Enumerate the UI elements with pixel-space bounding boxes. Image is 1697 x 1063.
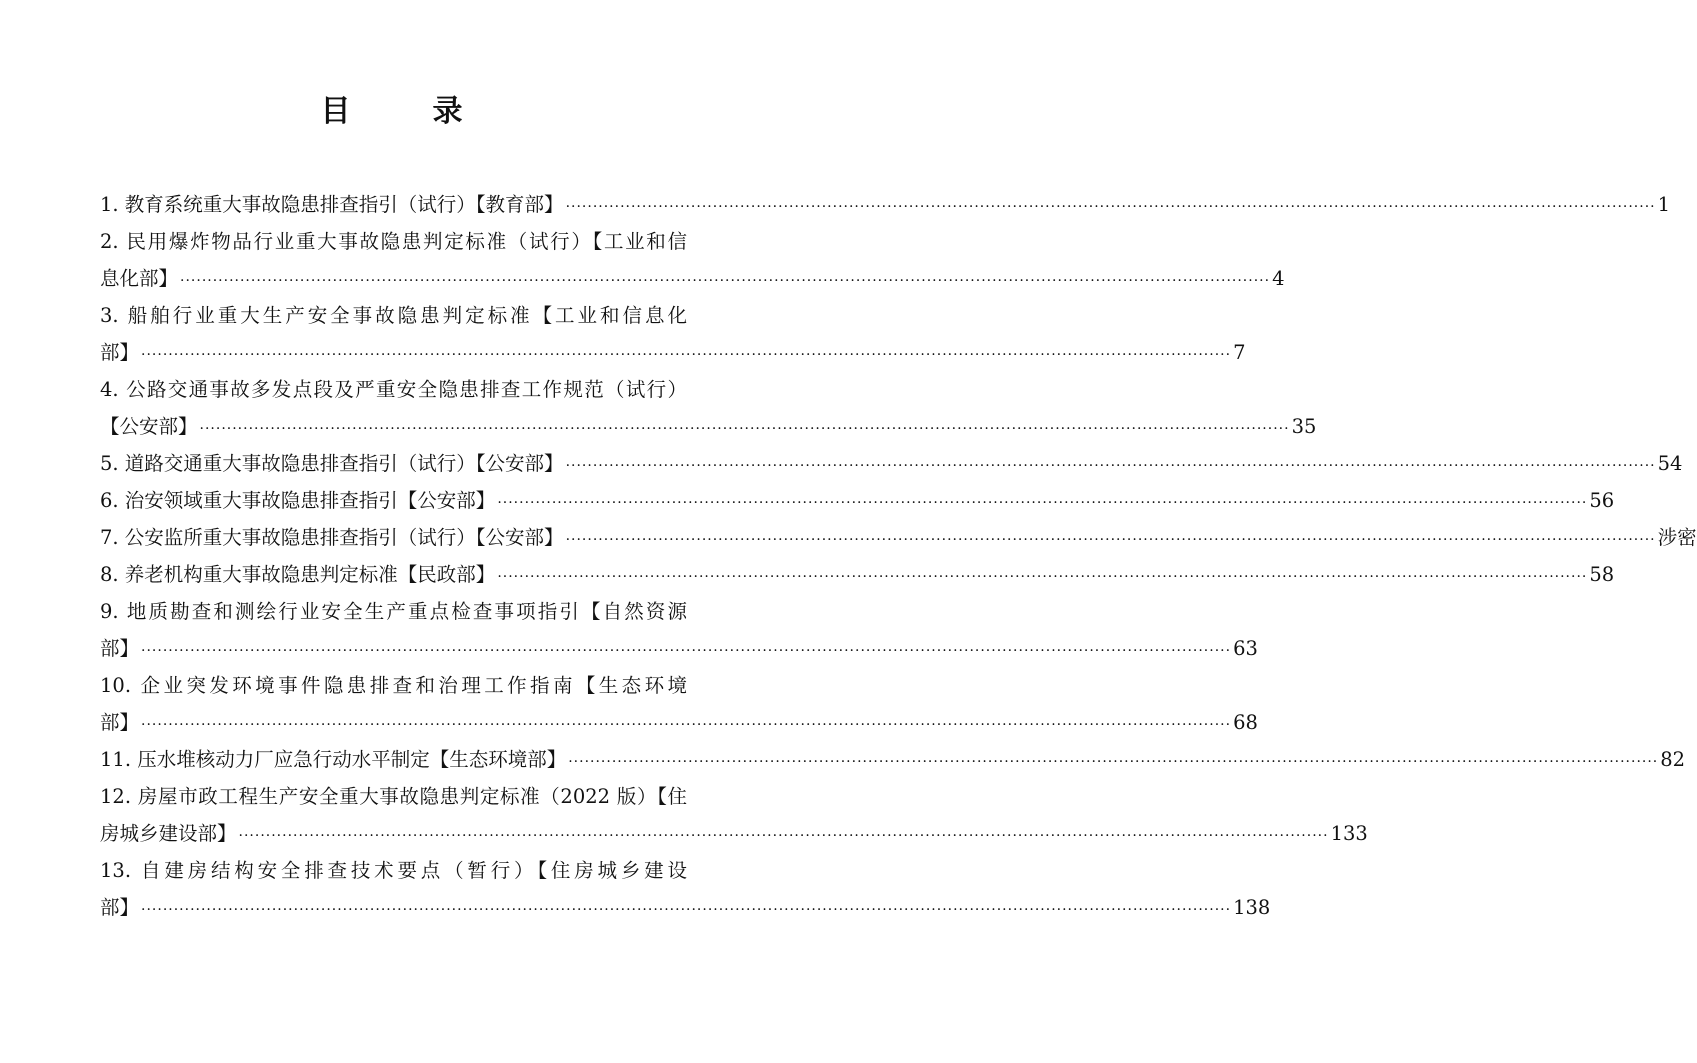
toc-entry-title: 部】 [100, 341, 140, 364]
toc-entry-title: 5. 道路交通重大事故隐患排查指引（试行）【公安部】 [100, 452, 564, 475]
toc-entry-title: 6. 治安领域重大事故隐患排查指引【公安部】 [100, 489, 496, 512]
toc-entry[interactable] [100, 556, 1615, 593]
toc-entry-leader-line [100, 445, 1683, 482]
toc-entry[interactable] [100, 297, 1246, 371]
dot-leader: ········································································································································································································ [238, 828, 1329, 844]
dot-leader: ········································································································································································································ [141, 347, 1232, 363]
toc-entry-leader-line [100, 260, 1285, 297]
toc-page-number: 1 [1657, 193, 1671, 216]
dot-leader: ········································································································································································································ [199, 421, 1290, 437]
toc-entry-title-line: 2. 民用爆炸物品行业重大事故隐患判定标准（试行）【工业和信 [100, 230, 687, 253]
toc-entry[interactable] [100, 223, 1285, 297]
toc-entry[interactable] [100, 371, 1317, 445]
toc-entry-leader-line [100, 704, 1258, 741]
dot-leader: ········································································································································································································ [497, 495, 1588, 511]
toc-entry-title: 部】 [100, 637, 140, 660]
dot-leader: ········································································································································································································ [497, 569, 1588, 585]
toc-entry-title: 7. 公安监所重大事故隐患排查指引（试行）【公安部】 [100, 526, 564, 549]
dot-leader: ········································································································································································································ [141, 643, 1232, 659]
toc-entry-title: 部】 [100, 896, 140, 919]
toc-entry[interactable] [100, 482, 1615, 519]
toc-entry-leader-line [100, 519, 1697, 556]
toc-page-number: 63 [1233, 637, 1258, 660]
toc-page-number: 138 [1233, 896, 1271, 919]
toc-entry-leader-line [100, 889, 1271, 926]
toc-entry[interactable] [100, 667, 1258, 741]
dot-leader: ········································································································································································································ [141, 717, 1232, 733]
toc-entry-title-line: 10. 企业突发环境事件隐患排查和治理工作指南【生态环境 [100, 674, 687, 697]
toc-entry-leader-line [100, 741, 1686, 778]
toc-entry-title: 息化部】 [100, 267, 179, 290]
toc-entry[interactable] [100, 593, 1258, 667]
toc-entry-leader-line [100, 482, 1615, 519]
toc-page-number: 涉密 [1657, 526, 1697, 549]
toc-page-number: 4 [1272, 267, 1285, 290]
toc-page-number: 7 [1233, 341, 1246, 364]
toc-entry-leader-line [100, 334, 1246, 371]
toc-entry[interactable] [100, 445, 1683, 482]
toc-entry-title: 8. 养老机构重大事故隐患判定标准【民政部】 [100, 563, 496, 586]
toc-entry-title-line: 13. 自建房结构安全排查技术要点（暂行）【住房城乡建设 [100, 859, 687, 882]
toc-page-number: 54 [1657, 452, 1683, 475]
toc-entry-title-line: 3. 船舶行业重大生产安全事故隐患判定标准【工业和信息化 [100, 304, 687, 327]
toc-page-number: 58 [1589, 563, 1615, 586]
toc-entry-leader-line [100, 815, 1368, 852]
dot-leader: ········································································································································································································ [568, 754, 1659, 770]
toc-entry-title-line: 9. 地质勘查和测绘行业安全生产重点检查事项指引【自然资源 [100, 600, 687, 623]
toc-page-number: 68 [1233, 711, 1258, 734]
dot-leader: ········································································································································································································ [565, 532, 1656, 548]
dot-leader: ········································································································································································································ [141, 902, 1232, 918]
toc-entry-title: 1. 教育系统重大事故隐患排查指引（试行）【教育部】 [100, 193, 564, 216]
toc-entry-title: 【公安部】 [100, 415, 198, 438]
toc-entry[interactable] [100, 519, 1697, 556]
toc-entry[interactable] [100, 852, 1271, 926]
toc-entry-leader-line [100, 556, 1615, 593]
toc-entry-title-line: 12. 房屋市政工程生产安全重大事故隐患判定标准（2022 版）【住 [100, 785, 687, 808]
toc-entry-title-line: 4. 公路交通事故多发点段及严重安全隐患排查工作规范（试行） [100, 378, 687, 401]
toc-entry-title: 11. 压水堆核动力厂应急行动水平制定【生态环境部】 [100, 748, 567, 771]
toc-entry-leader-line [100, 630, 1258, 667]
table-of-contents [100, 186, 1697, 926]
toc-entry-title: 部】 [100, 711, 140, 734]
dot-leader: ········································································································································································································ [180, 273, 1271, 289]
toc-entry-leader-line [100, 186, 1671, 223]
toc-entry-title: 房城乡建设部】 [100, 822, 237, 845]
toc-page-number: 82 [1660, 748, 1686, 771]
toc-page-number: 35 [1291, 415, 1317, 438]
dot-leader: ········································································································································································································ [565, 458, 1656, 474]
toc-page-number: 56 [1589, 489, 1615, 512]
toc-entry[interactable] [100, 186, 1671, 223]
toc-entry[interactable] [100, 741, 1686, 778]
toc-entry-leader-line [100, 408, 1317, 445]
dot-leader: ········································································································································································································ [565, 199, 1656, 215]
toc-entry[interactable] [100, 778, 1368, 852]
toc-page-number: 133 [1330, 822, 1368, 845]
page-title: 目 录 [320, 94, 489, 129]
